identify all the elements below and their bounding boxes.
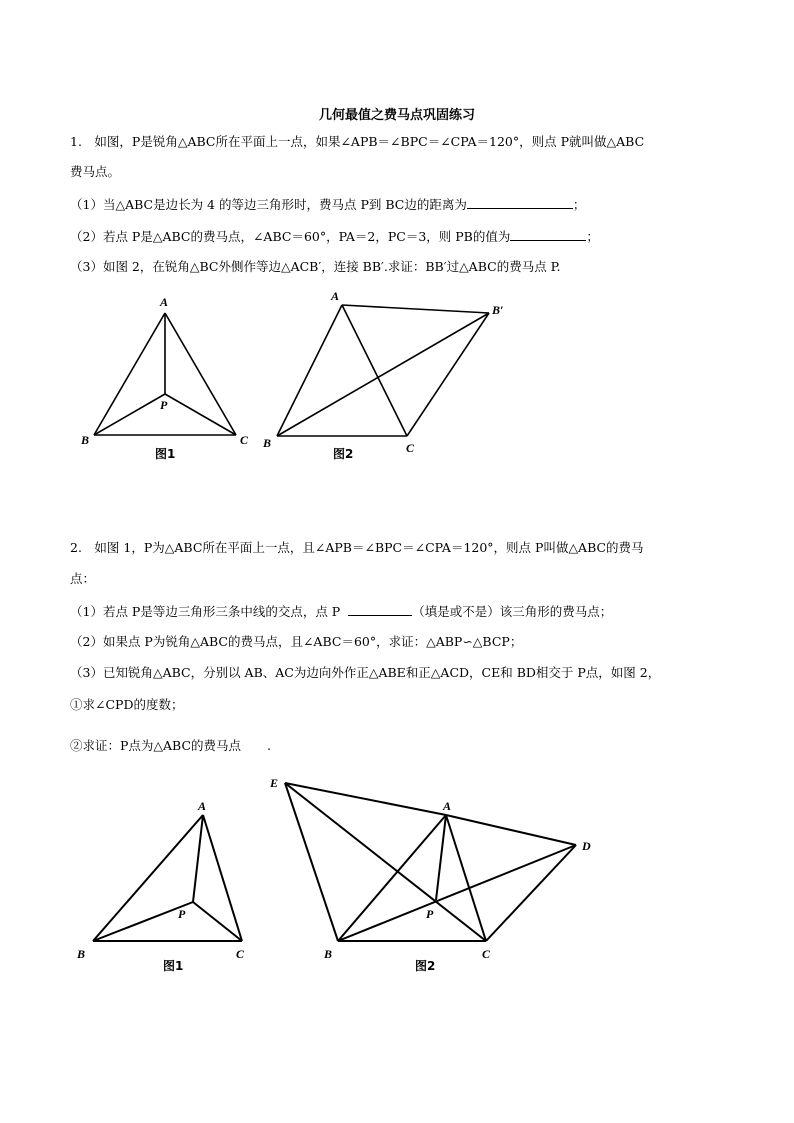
q2f2-label-b: B <box>324 947 333 961</box>
q1f1-label-p: P <box>160 398 168 412</box>
q1f2-label-bprime: B′ <box>492 303 504 317</box>
q2-part1-text: （1）若点 P是等边三角形三条中线的交点，点 P <box>70 604 341 619</box>
q2f2-edge-eb <box>285 783 338 941</box>
q2f2-edge-cd <box>486 845 576 941</box>
q2f1-label-p: P <box>178 907 186 921</box>
q1-line2: 费马点。 <box>70 164 121 179</box>
q1f2-label-c: C <box>406 441 415 455</box>
q1-part2-end: ； <box>586 229 599 244</box>
q2f2-edge-ea <box>285 783 446 815</box>
q2-part2: （2）如果点 P为锐角△ABC的费马点，且∠ABC＝60°，求证：△ABP∽△BCP； <box>70 634 523 649</box>
q2-part3b-end: . <box>267 738 272 753</box>
q2f2-edge-ap <box>436 815 446 900</box>
q2f2-edge-bd <box>338 845 576 941</box>
q2-part1-end: （填是或不是）该三角形的费马点； <box>412 604 613 619</box>
q2-part3b-text: ②求证：P点为△ABC的费马点 <box>70 738 242 753</box>
q2-line1: 2. 如图 1，P为△ABC所在平面上一点，且∠APB＝∠BPC＝∠CPA＝120°，则点 P叫做△ABC的费马 <box>70 540 644 555</box>
q1-part3: （3）如图 2，在锐角△BC外侧作等边△ACB′，连接 BB′.求证：BB′过△ABC的费马点 P. <box>70 259 561 274</box>
q1-line1: 1. 如图，P是锐角△ABC所在平面上一点，如果∠APB＝∠BPC＝∠CPA＝120°，则点 P就叫做△ABC <box>70 134 645 149</box>
q1f1-label-c: C <box>240 433 249 447</box>
q2f2-label-a: A <box>443 799 452 813</box>
q2f2-label-c: C <box>482 947 491 961</box>
q1f2-label-b: B <box>263 436 272 450</box>
q2f1-caption: 图1 <box>163 959 184 973</box>
q2f1-label-b: B <box>77 947 86 961</box>
q1-part2-text: （2）若点 P是△ABC的费马点，∠ABC＝60°，PA＝2，PC＝3，则 PB的值为 <box>70 229 511 244</box>
q1f1-caption: 图1 <box>155 447 176 461</box>
q1f1-label-a: A <box>160 295 169 309</box>
q2f1-label-c: C <box>236 947 245 961</box>
q2f1-label-a: A <box>198 799 207 813</box>
q2f2-edge-ac <box>446 815 486 941</box>
q1-part1-end: ； <box>572 197 586 212</box>
page-title: 几何最值之费马点巩固练习 <box>318 108 475 123</box>
q2f2-label-d: D <box>582 839 591 853</box>
q2-line2: 点： <box>70 571 96 586</box>
q2f2-edge-ec <box>285 783 486 941</box>
q1f2-label-a: A <box>331 289 340 303</box>
q2f2-label-p: P <box>426 907 434 921</box>
q1f1-label-b: B <box>81 433 90 447</box>
q2-part3a: ①求∠CPD的度数； <box>70 697 184 712</box>
q1-part1-text: （1）当△ABC是边长为 4 的等边三角形时，费马点 P到 BC边的距离为 <box>70 197 467 212</box>
q1f2-caption: 图2 <box>333 447 354 461</box>
q2-part3: （3）已知锐角△ABC，分别以 AB、AC为边向外作正△ABE和正△ACD，CE和 BD相交于 P点，如图 2， <box>70 665 661 680</box>
q2f2-label-e: E <box>270 776 279 790</box>
q2f2-edge-ab <box>338 815 446 941</box>
q2f2-caption: 图2 <box>415 959 436 973</box>
q2f2-edge-ad <box>446 815 576 845</box>
